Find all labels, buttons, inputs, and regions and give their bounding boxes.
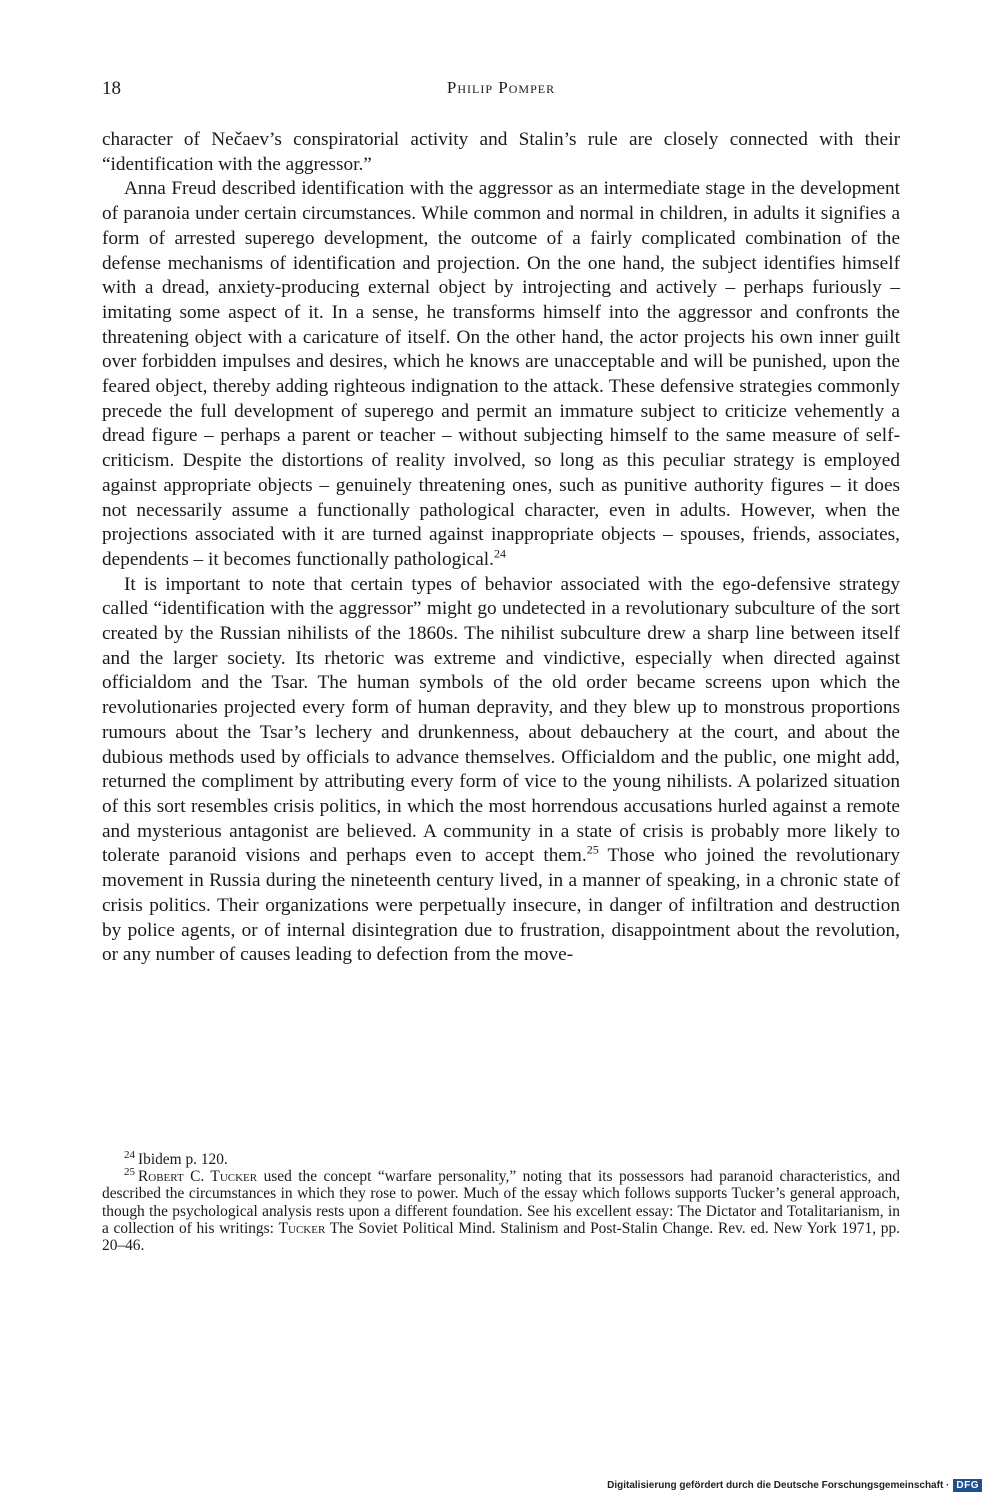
body-text xyxy=(102,128,900,968)
footnotes xyxy=(102,1148,900,1255)
footnote-number: 25 xyxy=(124,1166,135,1179)
footnote-text: Ibidem p. 120. xyxy=(138,1151,228,1168)
footnote-text: used the concept “warfare personality,” noting that its possessors had paranoid characteristics, and described the circumstances in which they rose to power. Much of the essay which follows supports Tucker’s general approach, though the psychological analysis rests upon a different foundation. See his excellent essay: The Dictator and Totalitarianism, in a collection of his writings: xyxy=(102,1168,900,1237)
paragraph xyxy=(102,128,900,177)
dfg-logo-icon: DFG xyxy=(953,1479,982,1492)
paragraph xyxy=(102,177,900,572)
digitization-credit xyxy=(607,1477,982,1493)
footnote-reference[interactable]: 25 xyxy=(586,842,599,857)
paragraph-text: character of Nečaev’s conspiratorial activity and Stalin’s rule are closely connected with their “identification with the aggressor.” xyxy=(102,129,900,175)
page-header xyxy=(102,78,900,102)
footnote xyxy=(102,1148,900,1168)
credit-text: Digitalisierung gefördert durch die Deutsche Forschungsgemeinschaft · xyxy=(607,1479,950,1491)
footnote-author: Tucker xyxy=(278,1219,326,1237)
paragraph-text: Those who joined the revolutionary movement in Russia during the nineteenth century lived, in a manner of speaking, in a chronic state of crisis politics. Their organizations were perpetually insecure, in danger of infiltration and destruction by police agents, or of internal disintegration due to frustration, disappointment about the revolution, or any number of causes leading to defection from the move- xyxy=(102,845,900,966)
page-number: 18 xyxy=(102,78,121,99)
paragraph-text: Anna Freud described identification with the aggressor as an intermediate stage in the development of paranoia under certain circumstances. While common and normal in children, in adults it signifies a form of arrested superego development, the outcome of a fairly complicated combination of the defense mechanisms of identification and projection. On the one hand, the subject identifies himself with a dread, anxiety-producing external object by introjecting and actively – perhaps furiously – imitating some aspect of it. In a sense, he transforms himself into the aggressor and confronts the threatening object with a caricature of itself. On the other hand, the actor projects his own inner guilt over forbidden impulses and desires, which he knows are unacceptable and will be punished, upon the feared object, thereby adding righteous indignation to the attack. These defensive strategies commonly precede the full development of superego and permit an immature subject to criticize vehemently a dread figure – perhaps a parent or teacher – without subjecting himself to the same measure of self-criticism. Despite the distortions of reality involved, so long as this peculiar strategy is employed against appropriate objects – genuinely threatening ones, such as punitive authority figures – it does not necessarily assume a functionally pathological character, even in adults. However, when the projections associated with it are turned against inappropriate objects – spouses, friends, associates, dependents – it becomes functionally pathological. xyxy=(102,178,900,570)
footnote-author: Robert C. Tucker xyxy=(138,1168,258,1186)
paragraph-text: It is important to note that certain types of behavior associated with the ego-defensive strategy called “identification with the aggressor” might go undetected in a revolutionary subculture of the sort created by the Russian nihilists of the 1860s. The nihilist subculture drew a sharp line between itself and the larger society. Its rhetoric was extreme and vindictive, especially when directed against officialdom and the Tsar. The human symbols of the old order became screens upon which the revolutionaries projected every form of human depravity, and they blew up to monstrous proportions rumours about the Tsar’s lechery and drunkenness, about debauchery at the court, and about the dubious methods used by officials to advance themselves. Officialdom and the public, one might add, returned the compliment by attributing every form of vice to the young nihilists. A polarized situation of this sort resembles crisis politics, in which the most horrendous accusations hurled against a remote and mysterious antagonist are believed. A community in a state of crisis is probably more likely to tolerate paranoid visions and perhaps even to accept them. xyxy=(102,573,900,867)
footnote xyxy=(102,1168,900,1254)
footnote-number: 24 xyxy=(124,1148,135,1161)
footnote-text: The Soviet Political Mind. Stalinism and Post-Stalin Change. Rev. ed. New York 1971, pp. 20–46. xyxy=(102,1219,900,1255)
running-head: Philip Pomper xyxy=(446,78,556,97)
paragraph xyxy=(102,573,900,968)
footnote-reference[interactable]: 24 xyxy=(493,546,506,561)
